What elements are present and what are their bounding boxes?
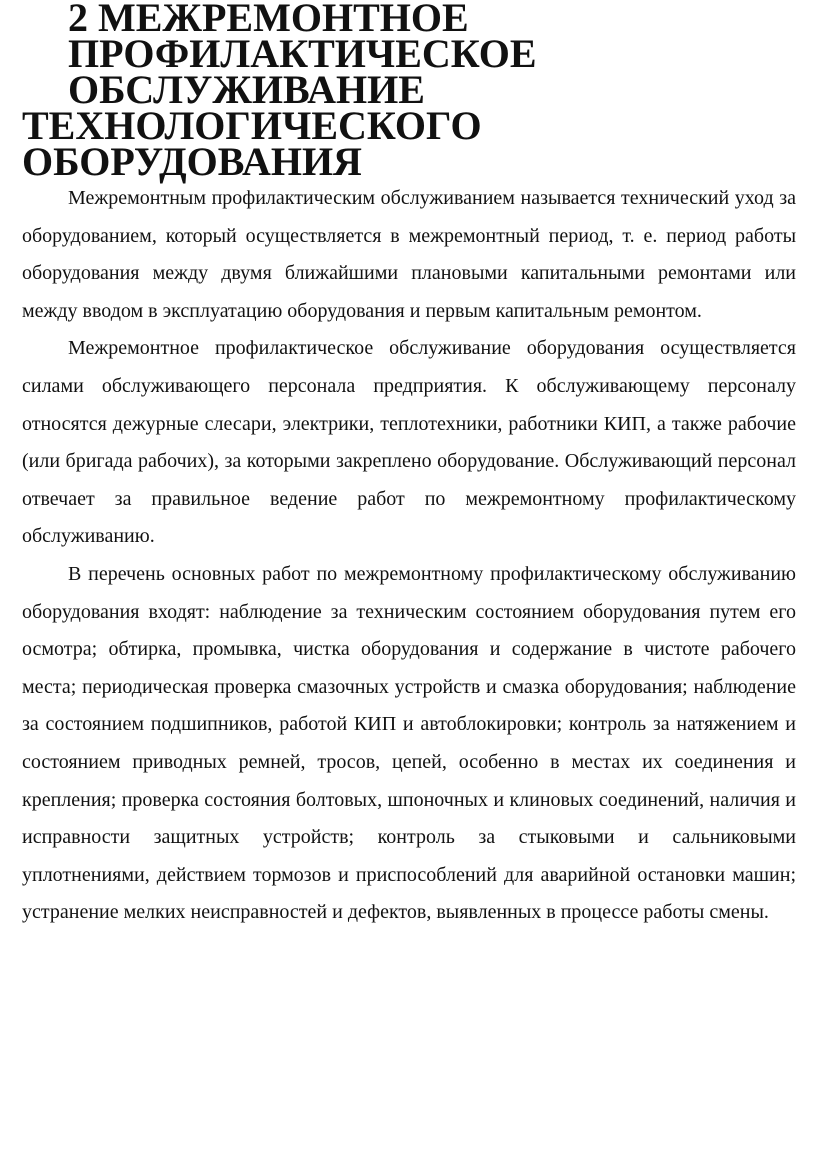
- document-page: [22, 0, 796, 932]
- paragraph-work-list: В перечень основных работ по межремонтному профилактическому обслуживанию оборудования входят: наблюдение за техническим состоянием оборудования путем его осмотра; обтирка, промывка, чистка оборудования и содержание в чистоте рабочего места; периодическая проверка смазочных устройств и смазка оборудования; наблюдение за состоянием подшипников, работой КИП и автоблокировки; контроль за натяжением и состоянием приводных ремней, тросов, цепей, особенно в местах их соединения и крепления; проверка состояния болтовых, шпоночных и клиновых соединений, наличия и исправности защитных устройств; контроль за стыковыми и сальниковыми уплотнениями, действием тормозов и приспособлений для аварийной остановки машин; устранение мелких неисправностей и дефектов, выявленных в процессе работы смены.: [22, 562, 796, 924]
- paragraph-personnel: Межремонтное профилактическое обслуживание оборудования осуществляется силами обслуживающего персонала предприятия. К обслуживающему персоналу относятся дежурные слесари, электрики, теплотехники, работники КИП, а также рабочие (или бригада рабочих), за которыми закреплено оборудование. Обслуживающий персонал отвечает за правильное ведение работ по межремонтному профилактическому обслуживанию.: [22, 337, 796, 548]
- section-heading: [22, 0, 796, 184]
- heading-line-2: ТЕХНОЛОГИЧЕСКОГО ОБОРУДОВАНИЯ: [22, 103, 482, 184]
- heading-line-1: 2 МЕЖРЕМОНТНОЕ ПРОФИЛАКТИЧЕСКОЕ ОБСЛУЖИВАНИЕ: [68, 0, 537, 112]
- paragraph-definition: Межремонтным профилактическим обслуживанием называется технический уход за оборудованием, который осуществляется в межремонтный период, т. е. период работы оборудования между двумя ближайшими плановыми капитальными ремонтами или между вводом в эксплуатацию оборудования и первым капитальным ремонтом.: [22, 187, 796, 322]
